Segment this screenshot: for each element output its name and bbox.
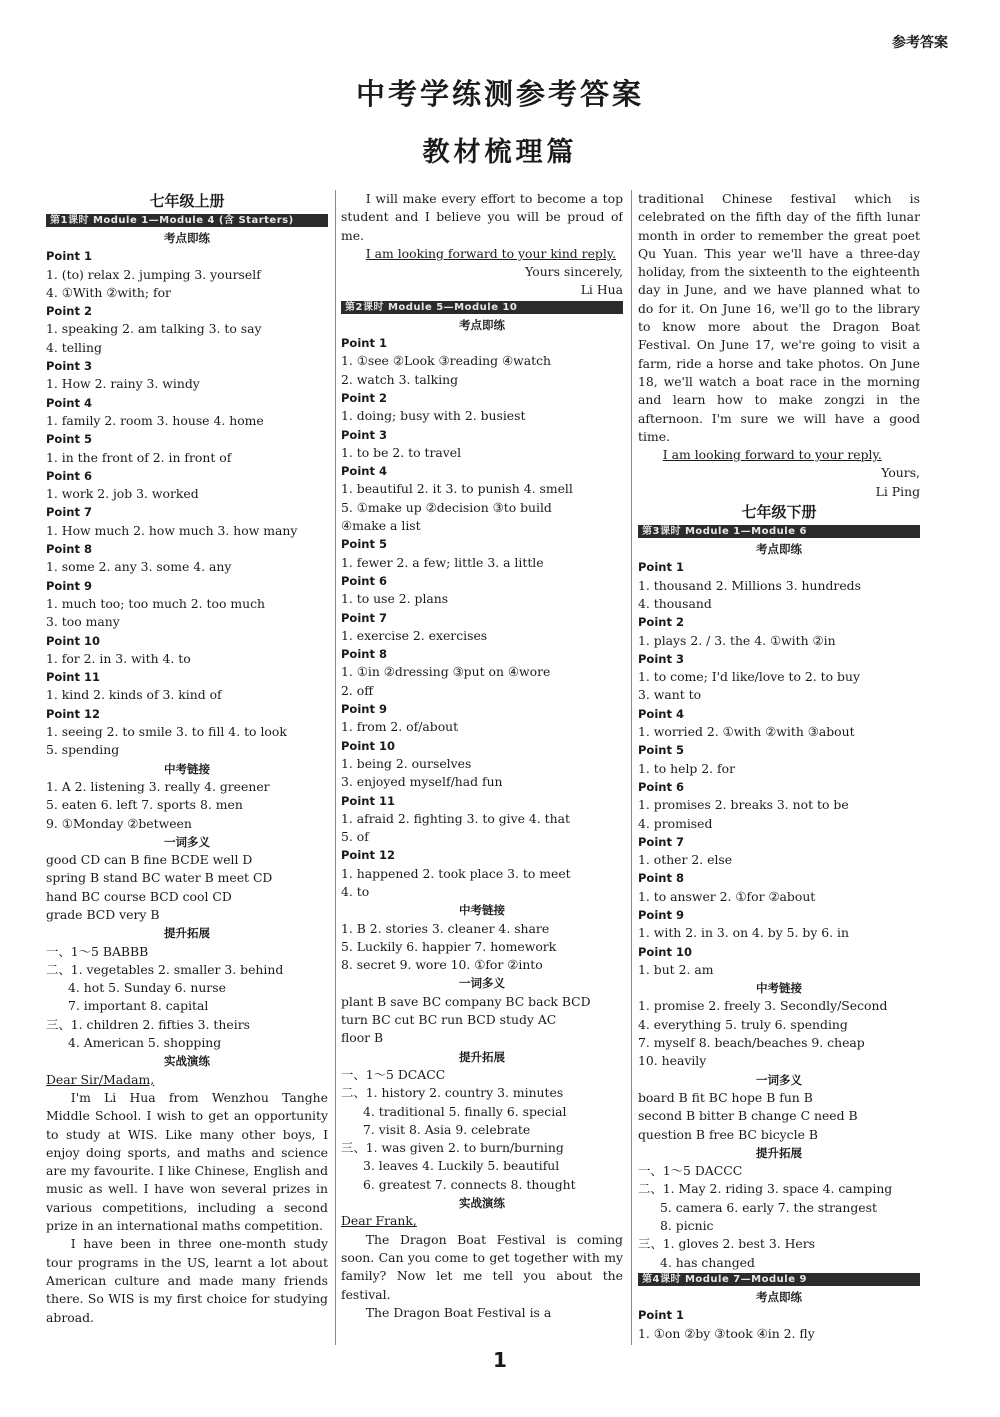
answer-line: 1. other 2. else xyxy=(638,852,733,868)
point-label: Point 5 xyxy=(638,743,684,758)
answer-line: 三、1. children 2. fifties 3. theirs xyxy=(46,1016,250,1032)
point-label: Point 2 xyxy=(46,304,92,319)
answer-line: plant B save BC company BC back BCD xyxy=(341,993,591,1009)
answer-line: 5. ①make up ②decision ③to build xyxy=(341,499,552,515)
essay-paragraph: The Dragon Boat Festival is coming soon. Can you come to get together with my family? Now let me tell you about the festival. xyxy=(341,1231,623,1302)
chapter-title: 教材梳理篇 xyxy=(422,137,578,168)
section-heading: 提升拓展 xyxy=(756,1145,802,1160)
answer-line: 1. from 2. of/about xyxy=(341,719,459,735)
point-label: Point 1 xyxy=(638,1308,684,1323)
point-label: Point 1 xyxy=(638,560,684,575)
answer-line: 1. kind 2. kinds of 3. kind of xyxy=(46,687,222,703)
column-divider xyxy=(631,190,632,1345)
answer-line: 4. telling xyxy=(46,339,102,355)
point-label: Point 11 xyxy=(341,793,395,808)
section-heading: 考点即练 xyxy=(756,542,802,557)
point-label: Point 6 xyxy=(341,573,387,588)
answer-line: grade BCD very B xyxy=(46,906,160,922)
point-label: Point 2 xyxy=(341,390,387,405)
answer-line: 1. How much 2. how much 3. how many xyxy=(46,522,298,538)
answer-line: 1. A 2. listening 3. really 4. greener xyxy=(46,778,270,794)
point-label: Point 7 xyxy=(341,610,387,625)
volume-heading: 七年级上册 xyxy=(149,192,225,210)
point-label: Point 3 xyxy=(341,427,387,442)
answer-line: Yours sincerely, xyxy=(525,264,623,280)
answer-line: 10. heavily xyxy=(638,1053,707,1069)
essay-paragraph: I'm Li Hua from Wenzhou Tanghe Middle School. I wish to get an opportunity to study at WIS. Like many other boys, I enjoy doing sports, and maths and science are my favourite. I like Chinese, English and music as well. I have won several prizes in various competitions, including a second prize in an international maths competition. xyxy=(46,1089,328,1234)
answer-line: 1. doing; busy with 2. busiest xyxy=(341,408,526,424)
answer-line: 7. myself 8. beach/beaches 9. cheap xyxy=(638,1035,865,1051)
answer-line: 1. family 2. room 3. house 4. home xyxy=(46,412,264,428)
answer-line: 5. of xyxy=(341,829,369,845)
answer-line: 3. want to xyxy=(638,687,702,703)
answer-line: 1. much too; too much 2. too much xyxy=(46,595,266,611)
answer-line: 1. to use 2. plans xyxy=(341,591,449,607)
section-heading: 中考链接 xyxy=(164,761,210,776)
answer-line: 1. afraid 2. fighting 3. to give 4. that xyxy=(341,810,570,826)
answer-line: 1. with 2. in 3. on 4. by 5. by 6. in xyxy=(638,925,849,941)
answer-line: 3. too many xyxy=(46,614,120,630)
answer-line: 一、1～5 DCACC xyxy=(341,1066,446,1082)
section-heading: 实战演练 xyxy=(459,1196,505,1211)
answer-line: 7. visit 8. Asia 9. celebrate xyxy=(363,1121,531,1137)
answer-line: 1. plays 2. / 3. the 4. ①with ②in xyxy=(638,632,836,648)
point-label: Point 7 xyxy=(46,505,92,520)
answer-line: 1. work 2. job 3. worked xyxy=(46,486,199,502)
answer-line: 三、1. gloves 2. best 3. Hers xyxy=(638,1236,816,1252)
answer-line: 三、1. was given 2. to burn/burning xyxy=(341,1140,564,1156)
answer-line: 1. but 2. am xyxy=(638,961,714,977)
answer-line: I am looking forward to your reply. xyxy=(662,447,882,463)
point-label: Point 8 xyxy=(341,647,387,662)
point-label: Point 2 xyxy=(638,615,684,630)
answer-line: 8. picnic xyxy=(660,1218,714,1234)
answer-line: 1. beautiful 2. it 3. to punish 4. smell xyxy=(341,481,573,497)
point-label: Point 9 xyxy=(638,907,684,922)
answer-line: 4. promised xyxy=(638,815,713,831)
section-heading: 提升拓展 xyxy=(459,1049,505,1064)
answer-line: 1. to help 2. for xyxy=(638,760,736,776)
point-label: Point 10 xyxy=(341,738,395,753)
answer-line: 二、1. May 2. riding 3. space 4. camping xyxy=(638,1181,893,1197)
answer-line: 3. enjoyed myself/had fun xyxy=(341,774,503,790)
answer-line: 1. promise 2. freely 3. Secondly/Second xyxy=(638,998,888,1014)
page-number: 1 xyxy=(493,1348,507,1372)
lesson-banner: 第2课时 Module 5—Module 10 xyxy=(341,301,623,314)
section-heading: 一词多义 xyxy=(459,976,505,991)
answer-line: 1. ①in ②dressing ③put on ④wore xyxy=(341,664,551,680)
lesson-banner: 第3课时 Module 1—Module 6 xyxy=(638,525,920,538)
section-heading: 一词多义 xyxy=(756,1072,802,1087)
answer-line: 1. B 2. stories 3. cleaner 4. share xyxy=(341,920,550,936)
answer-line: Yours, xyxy=(881,465,920,481)
section-heading: 提升拓展 xyxy=(164,926,210,941)
answer-line: 4. to xyxy=(341,883,370,899)
section-heading: 考点即练 xyxy=(756,1289,802,1304)
answer-line: Li Ping xyxy=(875,483,920,499)
answer-column-3 xyxy=(638,190,920,1343)
essay-paragraph: I have been in three one-month study tour programs in the US, learnt a lot about American culture and made many friends there. So WIS is my first choice for studying abroad. xyxy=(46,1236,328,1325)
point-label: Point 5 xyxy=(46,432,92,447)
answer-line: 4. everything 5. truly 6. spending xyxy=(638,1016,848,1032)
point-label: Point 9 xyxy=(46,578,92,593)
answer-line: 1. to be 2. to travel xyxy=(341,444,462,460)
answer-line: Dear Sir/Madam, xyxy=(46,1071,155,1087)
answer-line: 3. leaves 4. Luckily 5. beautiful xyxy=(363,1158,560,1174)
point-label: Point 9 xyxy=(341,702,387,717)
point-label: Point 3 xyxy=(46,359,92,374)
answer-line: Dear Frank, xyxy=(341,1213,417,1229)
point-label: Point 10 xyxy=(638,944,692,959)
answer-line: second B bitter B change C need B xyxy=(638,1108,858,1124)
answer-line: 1. in the front of 2. in front of xyxy=(46,449,232,465)
answer-line: 2. watch 3. talking xyxy=(341,371,459,387)
answer-line: 1. to answer 2. ①for ②about xyxy=(638,888,816,904)
answer-line: 1. some 2. any 3. some 4. any xyxy=(46,559,232,575)
section-heading: 考点即练 xyxy=(459,317,505,332)
answer-line: 4. traditional 5. finally 6. special xyxy=(363,1103,567,1119)
answer-line: 1. for 2. in 3. with 4. to xyxy=(46,650,191,666)
answer-line: 5. Luckily 6. happier 7. homework xyxy=(341,938,557,954)
section-heading: 中考链接 xyxy=(459,903,505,918)
point-label: Point 4 xyxy=(341,464,387,479)
volume-heading: 七年级下册 xyxy=(741,503,817,522)
answer-line: 二、1. history 2. country 3. minutes xyxy=(341,1085,564,1101)
answer-line: ④make a list xyxy=(341,518,421,534)
answer-line: 1. worried 2. ①with ②with ③about xyxy=(638,724,855,740)
point-label: Point 11 xyxy=(46,670,100,685)
answer-line: 6. greatest 7. connects 8. thought xyxy=(363,1176,576,1192)
essay-paragraph: I am looking forward to your kind reply. xyxy=(365,245,617,261)
answer-line: 1. speaking 2. am talking 3. to say xyxy=(46,321,262,337)
answer-column-2 xyxy=(341,190,623,1322)
section-heading: 一词多义 xyxy=(164,834,210,849)
answer-line: 5. camera 6. early 7. the strangest xyxy=(660,1199,877,1215)
page-title: 中考学练测参考答案 xyxy=(355,77,644,111)
answer-line: 一、1～5 DACCC xyxy=(638,1163,743,1179)
section-heading: 中考链接 xyxy=(756,981,802,996)
point-label: Point 1 xyxy=(341,336,387,351)
point-label: Point 5 xyxy=(341,537,387,552)
lesson-banner: 第1课时 Module 1—Module 4 (含 Starters) xyxy=(46,214,328,227)
essay-paragraph: The Dragon Boat Festival is a xyxy=(365,1304,552,1320)
answer-line: 1. being 2. ourselves xyxy=(341,755,472,771)
answer-line: 二、1. vegetables 2. smaller 3. behind xyxy=(46,961,284,977)
point-label: Point 6 xyxy=(638,779,684,794)
answer-line: 5. spending xyxy=(46,742,120,758)
answer-line: 7. important 8. capital xyxy=(68,998,209,1014)
answer-line: 4. has changed xyxy=(660,1254,755,1270)
answer-line: 1. exercise 2. exercises xyxy=(341,627,488,643)
answer-line: hand BC course BCD cool CD xyxy=(46,888,232,904)
corner-section-label: 参考答案 xyxy=(892,35,948,51)
answer-line: board B fit BC hope B fun B xyxy=(638,1089,813,1105)
answer-line: 5. eaten 6. left 7. sports 8. men xyxy=(46,797,243,813)
essay-paragraph: traditional Chinese festival which is celebrated on the fifth day of the fifth lunar month in order to remember the great poet Qu Yuan. This year we'll have a three-day holiday, from the sixteenth to the eighteenth day in June, and we have planned what to do for it. On June 16, we'll go to the library to know more about the Dragon Boat Festival. On June 17, we're going to visit a farm, ride a horse and take photos. On June 18, we'll watch a boat race in the morning and learn how to make zongzi in the afternoon. I'm sure we will have a good time. xyxy=(638,191,920,444)
answer-line: 1. promises 2. breaks 3. not to be xyxy=(638,797,849,813)
answer-column-1 xyxy=(46,190,328,1327)
point-label: Point 1 xyxy=(46,249,92,264)
point-label: Point 4 xyxy=(46,395,92,410)
answer-line: 1. How 2. rainy 3. windy xyxy=(46,376,200,392)
answer-line: 4. hot 5. Sunday 6. nurse xyxy=(68,980,226,996)
section-heading: 实战演练 xyxy=(164,1054,210,1069)
answer-line: 4. thousand xyxy=(638,595,712,611)
answer-line: 1. fewer 2. a few; little 3. a little xyxy=(341,554,544,570)
answer-line: 1. seeing 2. to smile 3. to fill 4. to look xyxy=(46,724,287,740)
answer-line: Li Hua xyxy=(580,282,623,298)
answer-line: turn BC cut BC run BCD study AC xyxy=(341,1012,557,1028)
point-label: Point 8 xyxy=(46,542,92,557)
answer-line: 1. to come; I'd like/love to 2. to buy xyxy=(638,669,860,685)
point-label: Point 3 xyxy=(638,651,684,666)
answer-line: 1. ①on ②by ③took ④in 2. fly xyxy=(638,1325,815,1341)
lesson-banner: 第4课时 Module 7—Module 9 xyxy=(638,1273,920,1286)
answer-line: question B free BC bicycle B xyxy=(638,1126,818,1142)
point-label: Point 4 xyxy=(638,706,684,721)
answer-line: good CD can B fine BCDE well D xyxy=(46,852,253,868)
essay-paragraph: I will make every effort to become a top student and I believe you will be proud of me. xyxy=(341,191,623,243)
section-heading: 考点即练 xyxy=(164,231,210,245)
answer-line: 2. off xyxy=(341,682,374,698)
point-label: Point 6 xyxy=(46,468,92,483)
point-label: Point 12 xyxy=(341,848,395,863)
answer-line: 一、1～5 BABBB xyxy=(46,943,149,959)
answer-line: 9. ①Monday ②between xyxy=(46,815,192,831)
answer-line: 8. secret 9. wore 10. ①for ②into xyxy=(341,957,543,973)
answer-line: 1. thousand 2. Millions 3. hundreds xyxy=(638,577,861,593)
answer-line: 4. ①With ②with; for xyxy=(46,284,171,300)
point-label: Point 7 xyxy=(638,834,684,849)
point-label: Point 10 xyxy=(46,633,100,648)
answer-line: 1. (to) relax 2. jumping 3. yourself xyxy=(46,266,261,282)
column-divider xyxy=(335,190,336,1345)
answer-line: 1. ①see ②Look ③reading ④watch xyxy=(341,353,552,369)
answer-line: 4. American 5. shopping xyxy=(68,1035,222,1051)
point-label: Point 12 xyxy=(46,706,100,721)
answer-line: spring B stand BC water B meet CD xyxy=(46,870,273,886)
answer-line: 1. happened 2. took place 3. to meet xyxy=(341,865,571,881)
point-label: Point 8 xyxy=(638,871,684,886)
answer-line: floor B xyxy=(341,1030,384,1046)
